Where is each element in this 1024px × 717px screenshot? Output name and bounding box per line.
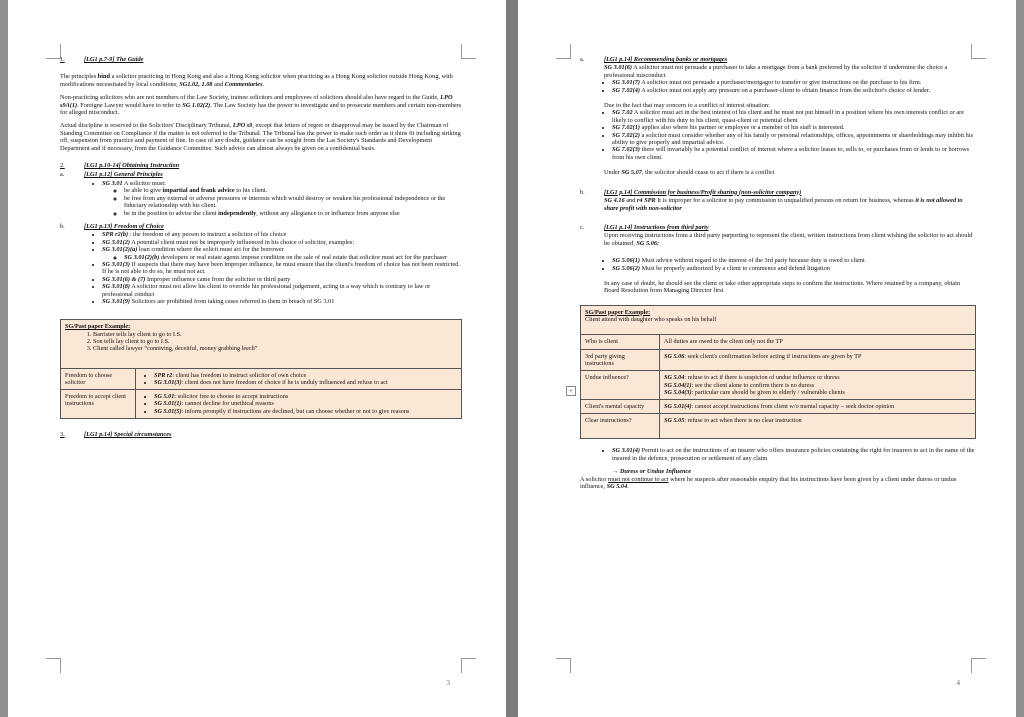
numbered-list bbox=[65, 331, 457, 353]
list-item: • SG 5.06(2) Must be properly authorized by a client to commence and defend litigation bbox=[612, 265, 976, 272]
table-label-cell: Clear instructions? bbox=[581, 414, 660, 439]
page-gutter bbox=[506, 0, 518, 717]
list-item: • SG 7.02(2) a solicitor must consider whether any of his family or personal relationships, offices, appointments or shareholdings may inhibit his ability to give properly and impartial advice. bbox=[612, 132, 976, 147]
table-heading: SG/Past paper Example: bbox=[65, 323, 131, 331]
table-subheading: Client attend with daughter who speaks on his behalf bbox=[585, 316, 717, 324]
table-value-cell: All duties are owed to the client only not the TP bbox=[660, 335, 976, 349]
bullet-list bbox=[580, 79, 976, 94]
list-item: • SG 3.01(3) If suspects that there may have been improper influence, he must ensure that the client's freedom of choice has not been restricted. If he is not able to do so, he must not act. bbox=[102, 261, 462, 276]
table-label-cell: Freedom to accept client instructions bbox=[61, 390, 136, 419]
paragraph: Non-practicing solicitors who are not members of the Law Society, trainee solicitors and employees of solicitors should also have regard to the Guide, LPO s9A(1). Foreigne Lawyer would have to refer to SG 1.02(2). The Law Society has the power to investigate and to prosecute members and certain non-members for alleged misconduct. bbox=[60, 94, 462, 117]
crop-mark bbox=[971, 658, 986, 673]
bullet-list bbox=[60, 180, 462, 217]
list-item: • SG 7.02(3) there will invariably be a potential conflict of interest where a solicitor leases to, sells to, or purchases from or lends to or borrows from his own client. bbox=[612, 146, 976, 161]
bullet-list bbox=[60, 231, 462, 305]
paragraph: A solicitor must not continue to act where he suspects after reasonable enquiry that his instructions have been given by a client under duress or undue influence, SG 5.04. bbox=[580, 475, 957, 491]
document-page-right bbox=[518, 0, 1016, 717]
table-row bbox=[61, 368, 462, 390]
bullet-list bbox=[580, 447, 976, 462]
table-value-cell: SG 5.06: seek client's confirmation before acting if instructions are given by TP bbox=[660, 349, 976, 371]
list-item: • SG 3.01(2)(a) loan condition where the solicit must act for the borrower ◦ SG 3.01(2)(b) developers or real estate agents impose condition on the sale of real estate that solicitor must act for the purchaser bbox=[102, 246, 462, 261]
table-row bbox=[61, 390, 462, 419]
example-table bbox=[580, 305, 976, 440]
list-item: • SG 3.01(4) Permit to act on the instructions of an insurer who offers insurance policies containing the right for insurers to act in the name of the insured in the defence, prosecution or settlement of any claim bbox=[612, 447, 976, 462]
table-row bbox=[581, 335, 976, 349]
crop-mark bbox=[46, 44, 61, 59]
subsection-heading: a. [LG1 p.12] General Principles bbox=[60, 171, 163, 179]
page-number: 3 bbox=[446, 679, 450, 687]
section-title: [LG1 p.7-9] The Guide bbox=[84, 56, 144, 63]
bullet-list bbox=[580, 257, 976, 272]
crop-mark bbox=[461, 44, 476, 59]
subsection-heading: a. [LG1 p.14] Recommending banks or mortgages bbox=[580, 56, 728, 63]
table-header-cell bbox=[61, 320, 462, 368]
table-label-cell: Who is client bbox=[581, 335, 660, 349]
paragraph: Under SG 5.07, the solicitor should cease to act if there is a conflict bbox=[604, 169, 775, 177]
table-move-handle[interactable]: + bbox=[566, 386, 576, 396]
page-content bbox=[60, 56, 462, 440]
list-item: • SG 5.06(1) Must advice without regard to the interest of the 3rd party because duty is owed to client bbox=[612, 257, 976, 264]
list-item: • SG 7.02(4) A solicitor must not apply any pressure on a purchaser-client to obtain finance from the solicitor's choice of lender. bbox=[612, 87, 976, 94]
page-content bbox=[580, 56, 976, 490]
list-item: • SG 7.02(1) applies also where his partner or employee or a member of his staff is interested. bbox=[612, 124, 976, 131]
crop-mark bbox=[556, 44, 571, 59]
list-item: ◦ be in the position to advise the client independently, without any allegiance to or influence from anyone else bbox=[124, 210, 462, 217]
list-item: • SPR r2(b) : the freedom of any person to instruct a solicitor of his choice bbox=[102, 231, 462, 238]
crop-mark bbox=[556, 658, 571, 673]
list-item: • SG 3.01(8) A solicitor must not allow his client to override his professional judgement, acting in a way which is contrary to law or professional conduct bbox=[102, 283, 462, 298]
list-item: ◦ be able to give impartial and frank advice to his client. bbox=[124, 187, 462, 194]
paragraph: SG 4.16 and r4 SPR It is improper for a solicitor to pay commission to unqualified persons on return for business, whereas it is not allowed to share profit with non-solicitor bbox=[604, 197, 963, 212]
paragraph: Upon receiving instructions from a third party purporting to represent the client, written instructions from client wishing the solicitor to act should be obtained, SG 5.06: bbox=[604, 232, 973, 247]
list-item: • SG 3.01(6) & (7) Improper influence came from the solicitor or third party bbox=[102, 276, 462, 283]
table-label-cell: Client's mental capacity bbox=[581, 400, 660, 414]
table-row bbox=[581, 371, 976, 400]
list-item: ◦ be free from any external or adverse pressures or interests which would destroy or weaken his professional independence or the fiduciary relationship with his client. bbox=[124, 195, 462, 210]
example-table bbox=[60, 319, 462, 419]
list-item: • SG 3.01(2) A potential client must not be improperly influenced in his choice of solicitor, examples: bbox=[102, 239, 462, 246]
list-item: • SG 3.01 A solicitor must: ◦ be able to give impartial and frank advice to his client. ◦ be free from any external or adverse pressures or interests which would destroy or weaken his professional independence or the fiduciary relationship with his client. ◦ be in the position to advise the client independently, without any allegiance to or influence from anyone else bbox=[102, 180, 462, 217]
subsection-heading: b. [LG1 p.13] Freedom of Choice bbox=[60, 222, 164, 230]
list-item: ◦ SG 3.01(2)(b) developers or real estate agents impose condition on the sale of real estate that solicitor must act for the purchaser bbox=[124, 254, 462, 261]
list-item: 3. Client called lawyer “conniving, deceitful, money grabbing leech” bbox=[93, 345, 457, 352]
paragraph: The principles bind a solicitor practicing in Hong Kong and also a Hong Kong solicitor when practicing as a Hong Kong solicitor outside Hong Kong, with modifications necessitated by local conditions, SG1.02, 1.08 and Commentaries. bbox=[60, 73, 453, 88]
list-item: • SG 3.01(9) Solicitors are prohibited from taking cases referred to them in breach of SG 3.01 bbox=[102, 298, 462, 305]
table-row bbox=[581, 400, 976, 414]
table-value-cell: SG 5.05: refuse to act when there is no clear instruction bbox=[660, 414, 976, 439]
list-item: • SG 7.02 A solicitor must act in the best interest of his client and he must not put himself in a position where his own interests conflict or are likely to conflict with his duty to his client, quasi-client or potential client bbox=[612, 109, 976, 124]
paragraph: Actual discipline is reserved to the Solicitors' Disciplinary Tribunal, LPO s9, except that letters of regret or disapproval may be issued by the Chairman of Standing Committee on Compliance if the matter is not referred to the Tribunal. The Tribunal has the power to make such order as it thins fit including striking off, suspension from practice and payment of fine. In case of any doubt, guidance can be sought from the Las Society's Standards and Development Department and if necessary, from the Guidance Committee. Such advice can almost always be given on a confidential basis. bbox=[60, 122, 461, 152]
table-header-cell bbox=[581, 305, 976, 335]
document-page-left bbox=[8, 0, 506, 717]
bullet-list bbox=[580, 109, 976, 161]
subsection-heading: c. [LG1 p.14] Instructions from third party bbox=[580, 223, 709, 231]
subsection-heading: b. [LG1 p.14] Commission for business/Profit sharing (non-solicitor company) bbox=[580, 188, 802, 196]
table-row bbox=[581, 349, 976, 371]
table-value-cell: SG 5.01(4): cannot accept instructions from client w/o mental capacity – seek doctor opinion bbox=[660, 400, 976, 414]
table-label-cell: Undue influence? bbox=[581, 371, 660, 400]
list-item: 2. Son tells lay client to go to I.S. bbox=[93, 338, 457, 345]
page-number: 4 bbox=[956, 679, 960, 687]
table-heading: SG/Past paper Example: bbox=[585, 308, 651, 316]
table-label-cell: Freedom to choose solicitor bbox=[61, 368, 136, 390]
list-item: 1. Barrister tells lay client to go to I.S. bbox=[93, 331, 457, 338]
crop-mark bbox=[461, 658, 476, 673]
section-heading bbox=[60, 56, 462, 63]
table-value-cell: • SG 5.01: solicitor free to choose to accept instructions • SG 5.01(1): cannot decline for unethical reasons • SG 5.01(5): inform promptly if instructions are declined, but can choose whether or not to give reasons bbox=[136, 390, 462, 419]
table-row bbox=[581, 414, 976, 439]
crop-mark bbox=[46, 658, 61, 673]
table-value-cell: SG 5.04: refuse to act if there is suspicion of undue influence or duress SG 5.04(1): see the client alone to confirm there is no duress SG 5.04(3): particular care should be given to elderly / vulnerable clients bbox=[660, 371, 976, 400]
section-heading: 2. [LG1 p.10-14] Obtaining Instruction bbox=[60, 162, 180, 170]
paragraph: SG 3.01(6) A solicitor must not persuade a purchaser to take a mortgage from a bank preferred by the solicitor if undermine the choice a professional misconduct bbox=[604, 64, 948, 79]
table-value-cell: • SPR r2: client has freedom to instruct solicitor of own choice • SG 3.01(3): client does not have freedom of choice if he is unduly influenced and refuse to act bbox=[136, 368, 462, 390]
paragraph: Due to the fact that may concern to a conflict of interest situation: bbox=[604, 102, 770, 110]
section-heading: 3. [LG1 p.14] Special circumstances bbox=[60, 431, 172, 439]
list-item: • SG 3.01(7) A solicitor must not persuade a purchaser/mortgagor to transfer or give instructions on the purchase to his firm. bbox=[612, 79, 976, 86]
table-label-cell: 3rd party giving instructions bbox=[581, 349, 660, 371]
arrow-heading: → Duress or Undue Influence bbox=[612, 468, 692, 476]
arrow-icon: → bbox=[612, 468, 619, 476]
section-number: 1. bbox=[60, 56, 65, 63]
paragraph: In any case of doubt, he should see the client or take other appropriate steps to confirm the instructions. Where retained by a company, obtain Board Resolution from Managing Director first bbox=[604, 279, 961, 295]
